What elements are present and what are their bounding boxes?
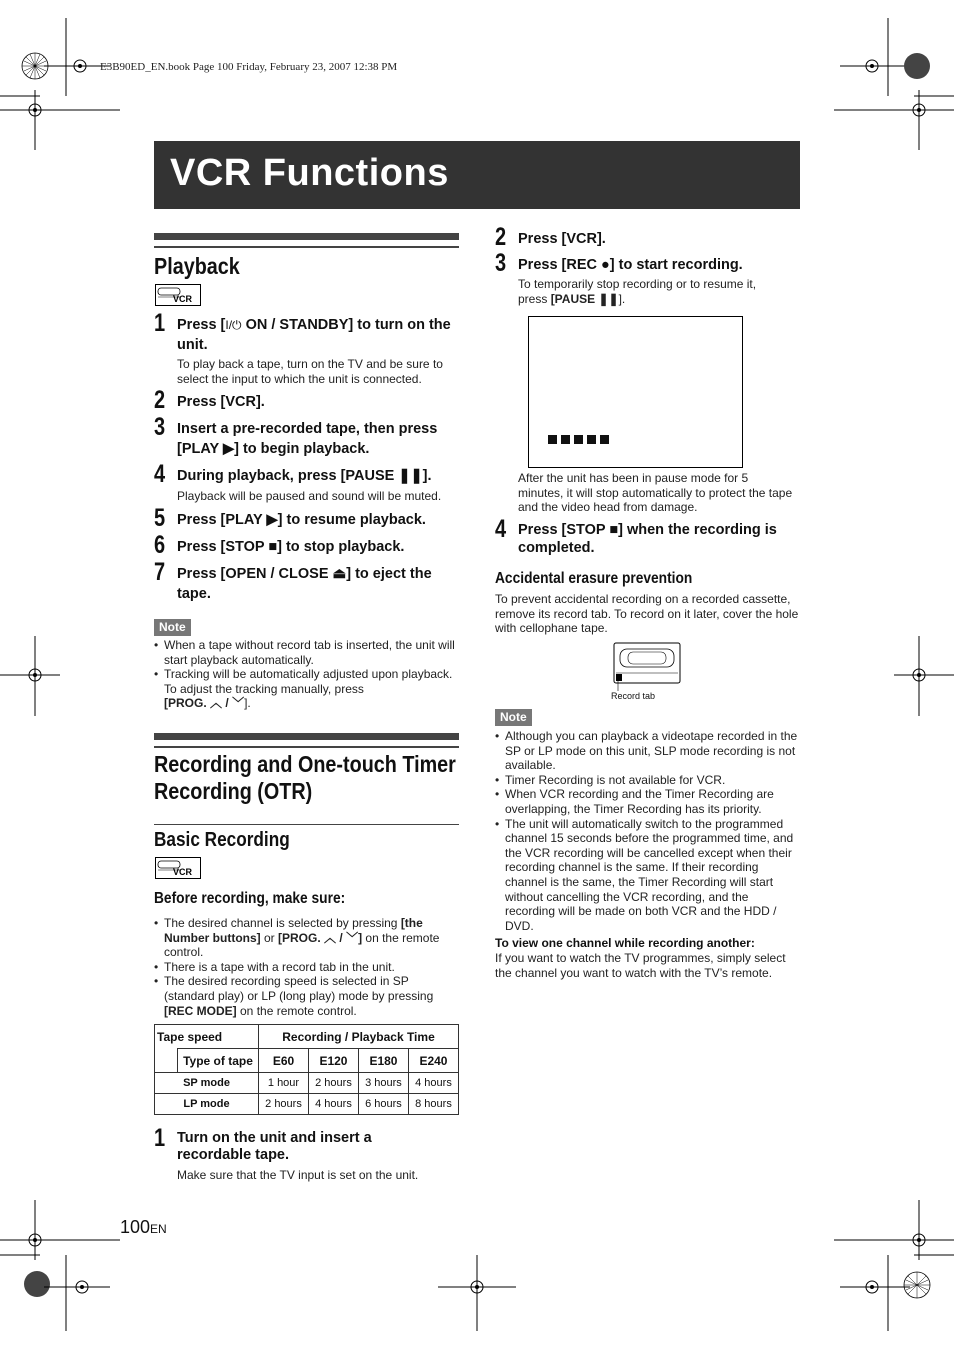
before-recording-heading: Before recording, make sure: bbox=[154, 890, 346, 907]
play-icon: ▶ bbox=[222, 441, 235, 457]
crosshair-icon bbox=[904, 1272, 930, 1298]
step-number: 5 bbox=[154, 504, 166, 532]
step-number: 3 bbox=[154, 413, 166, 441]
step-number: 4 bbox=[154, 460, 166, 488]
list-item: • When a tape without record tab is inserted, the unit will start playback automatically. bbox=[154, 638, 459, 667]
table-header-tape-speed: Tape speed bbox=[155, 1025, 259, 1049]
table-col-header: E180 bbox=[358, 1049, 408, 1073]
step-number: 7 bbox=[154, 558, 166, 586]
playback-step-1: Press [I/⏻ ON / STANDBY] to turn on the unit. bbox=[177, 317, 451, 353]
list-item: • There is a tape with a record tab in the unit. bbox=[154, 960, 459, 975]
note-badge: Note bbox=[495, 709, 532, 726]
record-icon: ● bbox=[601, 257, 610, 273]
vcr-tape-icon bbox=[155, 284, 201, 306]
tape-speed-table-wrap bbox=[154, 1024, 459, 1115]
tape-speed-table bbox=[154, 1024, 459, 1115]
page-number: 100EN bbox=[120, 1217, 167, 1237]
list-item: • Although you can playback a videotape recorded in the SP or LP mode on this unit, SLP mode recording is not available. bbox=[495, 729, 800, 773]
playback-step-7: Press [OPEN / CLOSE ⏏] to eject the tape. bbox=[177, 566, 432, 602]
recording-step-2: Press [VCR]. bbox=[518, 231, 606, 247]
playback-notes bbox=[154, 638, 459, 711]
list-item: • Timer Recording is not available for VCR. bbox=[495, 773, 800, 788]
recording-step-1-detail: Make sure that the TV input is set on the unit. bbox=[177, 1168, 419, 1182]
step-number: 2 bbox=[154, 386, 166, 414]
erasure-heading: Accidental erasure prevention bbox=[495, 570, 693, 587]
section-rule bbox=[154, 233, 459, 240]
step-number: 1 bbox=[154, 309, 166, 337]
erasure-text: To prevent accidental recording on a recorded cassette, remove its record tab. To record on it later, cover the hole with cellophane tape. bbox=[495, 592, 799, 635]
section-rule bbox=[154, 746, 459, 748]
table-row: LP mode 2 hours 4 hours 6 hours 8 hours bbox=[155, 1094, 459, 1115]
recording-step-3: Press [REC ●] to start recording. bbox=[518, 257, 743, 273]
view-channel-text: If you want to watch the TV programmes, simply select the channel you want to watch with the TV’s remote. bbox=[495, 951, 786, 980]
pause-icon: ❚❚ bbox=[398, 468, 423, 484]
list-item: • Tracking will be automatically adjusted upon playback. To adjust the tracking manually, press [PROG. ︿ / ﹀]. bbox=[154, 667, 459, 711]
table-row: SP mode 1 hour 2 hours 3 hours 4 hours bbox=[155, 1073, 459, 1094]
stop-icon: ■ bbox=[609, 522, 619, 538]
before-recording-list bbox=[154, 916, 459, 1018]
vcr-tape-icon bbox=[155, 857, 201, 879]
playback-step-4-detail: Playback will be paused and sound will be muted. bbox=[177, 489, 442, 503]
step-number: 2 bbox=[495, 223, 507, 251]
table-col-header: E60 bbox=[259, 1049, 309, 1073]
pause-indicator-blocks bbox=[548, 431, 609, 449]
record-tab-label: Record tab bbox=[611, 691, 656, 701]
playback-step-3: Insert a pre-recorded tape, then press [PLAY ▶] to begin playback. bbox=[177, 421, 438, 457]
section-rule bbox=[154, 824, 459, 825]
list-item: • When VCR recording and the Timer Recording are overlapping, the Timer Recording has its priority. bbox=[495, 787, 800, 816]
down-arrow-icon: ﹀ bbox=[346, 930, 359, 945]
vcr-label: VCR bbox=[173, 867, 193, 877]
playback-step-2: Press [VCR]. bbox=[177, 394, 265, 410]
recording-notes bbox=[495, 729, 800, 933]
table-header-type: Type of tape bbox=[178, 1049, 259, 1073]
step-number: 4 bbox=[495, 515, 507, 543]
section-rule bbox=[154, 246, 459, 248]
page-lang: EN bbox=[150, 1222, 167, 1236]
screen-caption: After the unit has been in pause mode for 5 minutes, it will stop automatically to protect the tape and the video head from damage. bbox=[518, 471, 793, 514]
recording-step-3-detail: To temporarily stop recording or to resume it, press [PAUSE ❚❚]. bbox=[518, 277, 757, 306]
up-arrow-icon: ︿ bbox=[210, 696, 223, 711]
list-item: • The desired channel is selected by pressing [the Number buttons] or [PROG. ︿ / ﹀] on the remote control. bbox=[154, 916, 459, 960]
eject-icon: ⏏ bbox=[332, 566, 347, 582]
recording-heading-line1: Recording and One-touch Timer bbox=[154, 751, 456, 777]
tv-screen-illustration bbox=[528, 316, 743, 468]
recording-step-1: Turn on the unit and insert a recordable tape. bbox=[177, 1130, 372, 1163]
table-col-header: E120 bbox=[308, 1049, 358, 1073]
recording-step-4: Press [STOP ■] when the recording is completed. bbox=[518, 522, 777, 556]
view-channel-heading: To view one channel while recording another: bbox=[495, 936, 755, 950]
section-rule bbox=[154, 733, 459, 740]
playback-heading: Playback bbox=[154, 253, 240, 279]
step-number: 3 bbox=[495, 249, 507, 277]
power-icon: I/⏻ bbox=[225, 318, 242, 332]
list-item: • The unit will automatically switch to the programmed channel 15 seconds before the programmed time, and the VCR recording will be cancelled except when their recording channel is the same. If their recording channel is the same, the Timer Recording will start without cancelling the VCR recording, and the recording will be made on both VCR and the HDD / DVD. bbox=[495, 817, 800, 934]
playback-step-1-detail: To play back a tape, turn on the TV and be sure to select the input to which the unit is connected. bbox=[177, 357, 443, 386]
up-arrow-icon: ︿ bbox=[324, 930, 337, 945]
step-number: 6 bbox=[154, 531, 166, 559]
play-icon: ▶ bbox=[266, 512, 278, 528]
table-header-rp-time: Recording / Playback Time bbox=[259, 1025, 459, 1049]
playback-step-4: During playback, press [PAUSE ❚❚]. bbox=[177, 468, 432, 484]
stop-icon: ■ bbox=[268, 539, 278, 555]
book-header-info: E3B90ED_EN.book Page 100 Friday, February 23, 2007 12:38 PM bbox=[100, 61, 398, 73]
list-item: • The desired recording speed is selected in SP (standard play) or LP (long play) mode by pressing [REC MODE] on the remote control. bbox=[154, 974, 459, 1018]
pause-icon: ❚❚ bbox=[598, 292, 619, 306]
vcr-label: VCR bbox=[173, 294, 193, 304]
recording-heading-line2: Recording (OTR) bbox=[154, 778, 313, 804]
playback-step-6: Press [STOP ■] to stop playback. bbox=[177, 539, 405, 555]
table-col-header: E240 bbox=[408, 1049, 458, 1073]
step-number: 1 bbox=[154, 1124, 166, 1152]
basic-recording-heading: Basic Recording bbox=[154, 829, 290, 851]
down-arrow-icon: ﹀ bbox=[232, 696, 245, 711]
playback-step-5: Press [PLAY ▶] to resume playback. bbox=[177, 512, 426, 528]
page-title: VCR Functions bbox=[170, 152, 449, 194]
note-badge: Note bbox=[154, 619, 191, 636]
